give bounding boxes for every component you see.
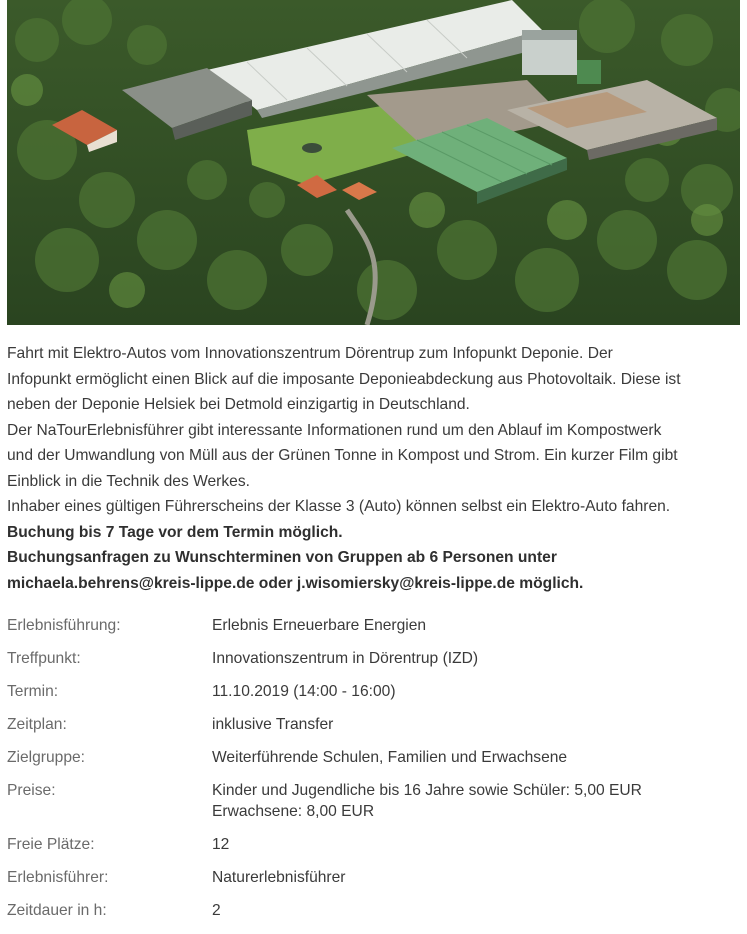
detail-row-erlebnisfuehrung [7,616,740,649]
description-line: und der Umwandlung von Müll aus der Grünen Tonne in Kompost und Strom. Ein kurzer Film gibt [7,447,678,464]
description-line: Inhaber eines gültigen Führerscheins der Klasse 3 (Auto) können selbst ein Elektro-Auto fahren. [7,498,671,515]
description-line: Der NaTourErlebnisführer gibt interessante Informationen rund um den Ablauf im Kompostwerk [7,421,662,439]
detail-label: Zeitplan: [7,716,67,733]
price-children: Kinder und Jugendliche bis 16 Jahre sowie Schüler: 5,00 EUR [212,782,642,799]
group-request-note: Buchungsanfragen zu Wunschterminen von Gruppen ab 6 Personen unter [7,549,557,566]
aerial-photo-illustration [7,0,740,325]
detail-value: 2 [212,901,221,919]
detail-value: inklusive Transfer [212,716,334,733]
detail-label: Freie Plätze: [7,835,95,853]
description-line: neben der Deponie Helsiek bei Detmold einzigartig in Deutschland. [7,396,470,413]
detail-row-termin [7,682,740,715]
booking-note: Buchung bis 7 Tage vor dem Termin möglich. [7,523,343,541]
contact-emails: michaela.behrens@kreis-lippe.de oder j.wisomiersky@kreis-lippe.de möglich. [7,574,584,592]
detail-value: Naturerlebnisführer [212,868,346,886]
detail-value: Erlebnis Erneuerbare Energien [212,617,427,634]
detail-label: Zeitdauer in h: [7,901,107,919]
description [7,341,737,596]
detail-row-zeitplan [7,715,740,748]
detail-value [212,781,740,835]
detail-label: Termin: [7,683,59,700]
detail-value: Weiterführende Schulen, Familien und Erwachsene [212,749,568,766]
description-line: Infopunkt ermöglicht einen Blick auf die imposante Deponieabdeckung aus Photovoltaik. Diese ist [7,370,681,388]
detail-label: Erlebnisführung: [7,617,121,634]
price-adults: Erwachsene: 8,00 EUR [212,802,375,820]
description-line: Einblick in die Technik des Werkes. [7,472,250,490]
event-details-table [7,616,740,934]
detail-value: 12 [212,835,230,853]
detail-value: 11.10.2019 (14:00 - 16:00) [212,683,396,700]
detail-label: Erlebnisführer: [7,868,109,886]
detail-label: Preise: [7,782,56,799]
aerial-photo-deponie [7,0,740,325]
detail-label: Zielgruppe: [7,749,86,766]
detail-row-zielgruppe [7,748,740,781]
detail-row-treffpunkt [7,649,740,682]
detail-row-zeitdauer [7,901,740,934]
detail-label: Treffpunkt: [7,650,81,667]
detail-value: Innovationszentrum in Dörentrup (IZD) [212,650,479,667]
description-line: Fahrt mit Elektro-Autos vom Innovationszentrum Dörentrup zum Infopunkt Deponie. Der [7,345,613,362]
detail-row-freie-plaetze [7,835,740,868]
detail-row-erlebnisfuehrer [7,868,740,901]
detail-row-preise [7,781,740,835]
